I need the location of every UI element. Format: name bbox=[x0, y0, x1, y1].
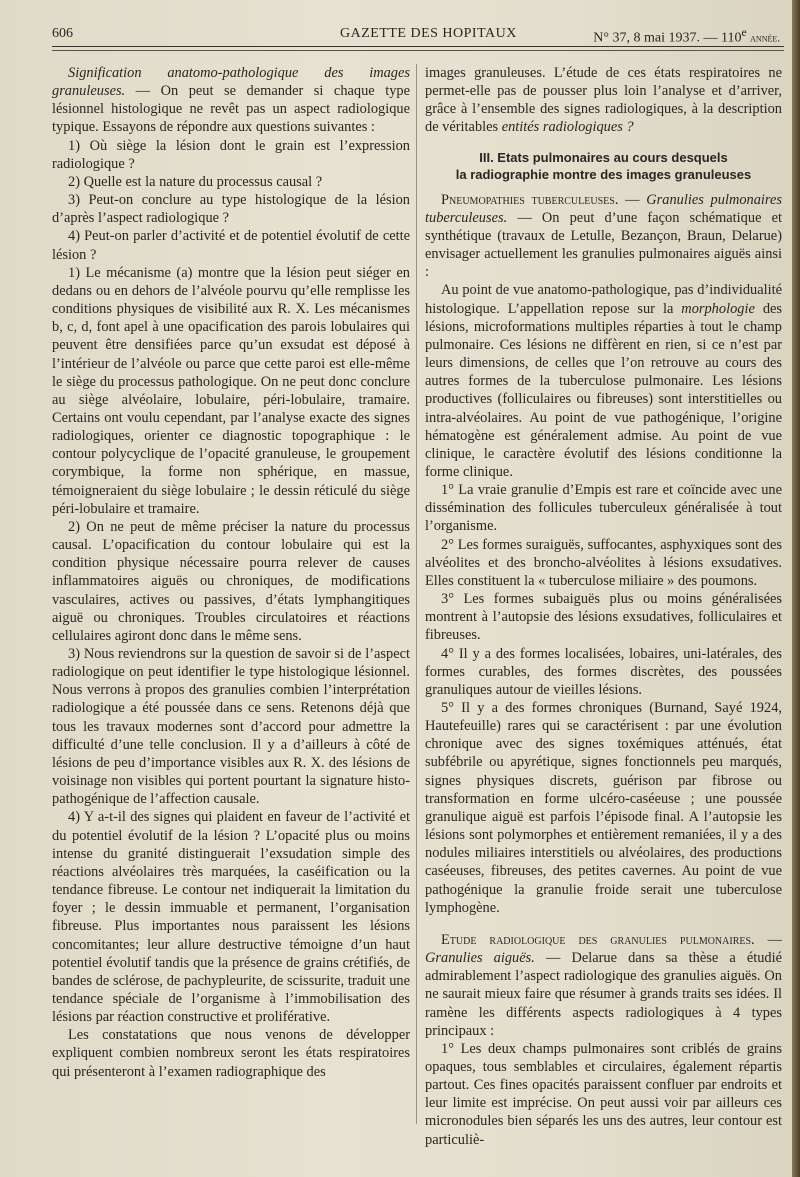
paragraph-emphasis: entités radiologiques ? bbox=[501, 119, 634, 136]
paragraph-text-2: des lésions, microformations multiples réparties à tout le champ pulmonaire. Ces lésions ne diffèrent en rien, si ce n’est par leurs dimensions, de celles que l’on retrouve au cours des autres formes de la tuberculose pulmonaire. Les lésions productives (folliculaires ou fibreuses) sont interstitielles ou intra-alvéolaires. Au point de vue pathogénique, l’origine hématogène est généralement admise. Au point de vue clinique, le caractère évolutif des lésions conditionne la forme clinique. bbox=[425, 300, 782, 480]
header-rule-thin bbox=[52, 50, 784, 51]
issue-year-word: année. bbox=[750, 32, 780, 45]
form-5: 5° Il y a des formes chroniques (Burnand, Sayé 1924, Hautefeuille) rares qui se caractérisent : par une évolution chronique avec des signes toxémiques atténués, état subfébrile ou apyrétique, signes fonctionnels peu marqués, signes physiques discrets, guérison par fibrose ou transformation en forme ulcéro-caséeuse ; une poussée granulique aiguë est parfois l’épisode final. A l’autopsie les lésions sont polymorphes et entièrement remaniées, il y a des nodules miliaires interstitiels ou alvéolaires, des productions caséeuses, fibreuses, des petites cavernes. Au point de vue pathogénique la granulie froide serait une tuberculose lymphogène. bbox=[425, 700, 782, 916]
issue-info bbox=[593, 26, 780, 47]
dash: — bbox=[754, 931, 782, 948]
paragraph-text: — On peut d’une façon schématique et synthétique (travaux de Letulle, Bezançon, Braun, Delarue) envisager actuellement les granulies pulmonaires aiguës ainsi : bbox=[425, 209, 782, 281]
paragraph-text: images granuleuses. L’étude de ces états respiratoires ne permet-elle pas de pousser plus loin l’analyse et d’arriver, grâce à l’ensemble des signes radiologiques, à la description de véritables bbox=[425, 65, 782, 136]
subsection-title: Pneumopathies tuberculeuses. bbox=[441, 191, 619, 208]
form-4: 4° Il y a des formes localisées, lobaires, uni-latérales, des formes curables, des formes discrètes, des poussées granuliques autour de vieilles lésions. bbox=[425, 645, 782, 698]
paragraph-emphasis: morphologie bbox=[681, 300, 755, 317]
dash: — bbox=[618, 191, 647, 208]
paragraph-continued bbox=[425, 64, 782, 137]
page-number: 606 bbox=[52, 26, 73, 41]
subsection-subtitle: Granulies aiguës. bbox=[425, 950, 535, 967]
question-1: 1) Où siège la lésion dont le grain est l’expression radiologique ? bbox=[52, 137, 410, 172]
paragraph-anatomo bbox=[425, 281, 782, 481]
section-heading bbox=[425, 149, 782, 183]
paragraph-heading: Signification anatomo-pathologique des images granuleuses. bbox=[52, 65, 410, 100]
answer-2: 2) On ne peut de même préciser la nature du processus causal. L’opacification du contour lobulaire qui est la condition physique nécessaire pourra relever de causes inflammatoires aiguës ou chroniques, de modifications vasculaires, actives ou passives, d’états lymphangitiques aiguë ou chroniques. Troubles circulatoires et réactions cellulaires agiront donc dans le même sens. bbox=[52, 518, 410, 644]
paragraph-text: — Delarue dans sa thèse a étudié admirablement l’aspect radiologique des granulies aiguës. On ne saurait mieux faire que résumer à grands traits ses idées. Il ramène les différents aspects radiologiques à 4 types principaux : bbox=[425, 950, 782, 1039]
running-header bbox=[52, 26, 780, 46]
paragraph-constatations: Les constatations que nous venons de développer expliquent combien nombreux seront les états respiratoires qui présenteront à l’examen radiographique des bbox=[52, 1027, 410, 1080]
paragraph-signification bbox=[52, 64, 410, 137]
form-1: 1° La vraie granulie d’Empis est rare et coïncide avec une dissémination des follicules tuberculeux généralisée à tout l’organisme. bbox=[425, 482, 782, 535]
page-edge-shadow bbox=[792, 0, 800, 1177]
question-2: 2) Quelle est la nature du processus causal ? bbox=[68, 173, 323, 190]
question-3: 3) Peut-on conclure au type histologique de la lésion d’après l’aspect radiologique ? bbox=[52, 192, 410, 227]
subsection-title: Etude radiologique des granulies pulmonaires. bbox=[441, 931, 755, 948]
issue-ordinal: e bbox=[741, 26, 747, 39]
column-divider bbox=[416, 64, 417, 1124]
answer-1: 1) Le mécanisme (a) montre que la lésion peut siéger en dedans ou en dehors de l’alvéole pourvu qu’elle remplisse les conditions physiques de visibilité aux R. X. Les mécanismes b, c, d, font apel à une opacification des parois lobulaires qui peuvent être densifiées parce qu’un exsudat est déposé à l’intérieur de l’alvéole ou parce que cette paroi est elle-même le siège du processus pathologique. On ne peut donc conclure au siège alvéolaire, lobulaire, péri-lobulaire, tramaire. Certains ont voulu cependant, par l’analyse exacte des signes radiologiques, orienter ce diagnostic topographique : le contour polycyclique de l’opacité granuleuse, le groupement corymbique, la forme non sphérique, en massue, témoigneraient du siège lobulaire ; le dessin réticulé du siège péri-lobulaire et tramaire. bbox=[52, 264, 410, 517]
subsection-subtitle: Granulies pulmonaires tuberculeuses. bbox=[425, 191, 782, 226]
answer-4: 4) Y a-t-il des signes qui plaident en faveur de l’activité et du potentiel évolutif de la lésion ? L’opacité plus ou moins intense du granité distinguerait l’exsudation simple des réactions alvéolaires très marquées, la caséification ou la tendance fibreuse. Le contour net indiquerait la limitation du foyer ; le dessin immuable et permanent, l’organisation fibreuse. Plus importantes nous paraissent les lésions concomitantes; leur allure destructive témoigne d’un haut potentiel évolutif tandis que la présence de grains crétifiés, de bandes de sclérose, de pachypleurite, de scissurite, traduit une tendance spéciale de l’organisme à l’immobilisation des lésions par réaction constructive et proliférative. bbox=[52, 809, 410, 1026]
type-1: 1° Les deux champs pulmonaires sont criblés de grains opaques, tous semblables et circulaires, également répartis partout. Ces fines opacités paraissent confluer par endroits et leur limite est imprécise. On peut aussi voir par ailleurs ces micronodules bien séparés les uns des autres, leur contour est particuliè- bbox=[425, 1040, 782, 1148]
left-column bbox=[52, 64, 410, 1164]
journal-title: GAZETTE DES HOPITAUX bbox=[340, 26, 517, 41]
question-4: 4) Peut-on parler d’activité et de potentiel évolutif de cette lésion ? bbox=[52, 228, 410, 263]
section-heading-line-2: la radiographie montre des images granuleuses bbox=[455, 166, 752, 182]
paragraph-pneumopathies bbox=[425, 191, 782, 282]
form-2: 2° Les formes suraiguës, suffocantes, asphyxiques sont des alvéolites et des broncho-alvéolites à lésions exsudatives. Elles constituent la « tuberculose miliaire » des poumons. bbox=[425, 536, 782, 589]
paragraph-etude bbox=[425, 931, 782, 1040]
right-column bbox=[425, 64, 782, 1164]
paragraph-text: Au point de vue anatomo-pathologique, pas d’individualité histologique. L’appellation repose sur la bbox=[425, 282, 782, 317]
form-3: 3° Les formes subaiguës plus ou moins généralisées montrent à l’autopsie des lésions exsudatives, folliculaires et fibreuses. bbox=[425, 591, 782, 644]
paragraph-text: — On peut se demander si chaque type lésionnel histologique ne revêt pas un aspect radiologique typique. Essayons de répondre aux questions suivantes : bbox=[52, 83, 410, 136]
section-heading-line-1: III. Etats pulmonaires au cours desquels bbox=[479, 149, 728, 165]
issue-number-date: N° 37, 8 mai 1937. — 110 bbox=[593, 30, 742, 46]
answer-3: 3) Nous reviendrons sur la question de savoir si de l’aspect radiologique on peut identifier le type histologique lésionnel. Nous verrons à propos des granulies combien l’interprétation radiologique a été poussée dans ce sens. Retenons déjà que tous les travaux modernes sont d’accord pour admettre la difficulté d’une telle conclusion. Il y a d’ailleurs à côté de lésions de peu d’importance visibles aux R. X. des lésions de voisinage non visibles qui portent pourtant la signature histo-pathogénique de l’affection causale. bbox=[52, 646, 410, 808]
header-rule bbox=[52, 46, 784, 47]
